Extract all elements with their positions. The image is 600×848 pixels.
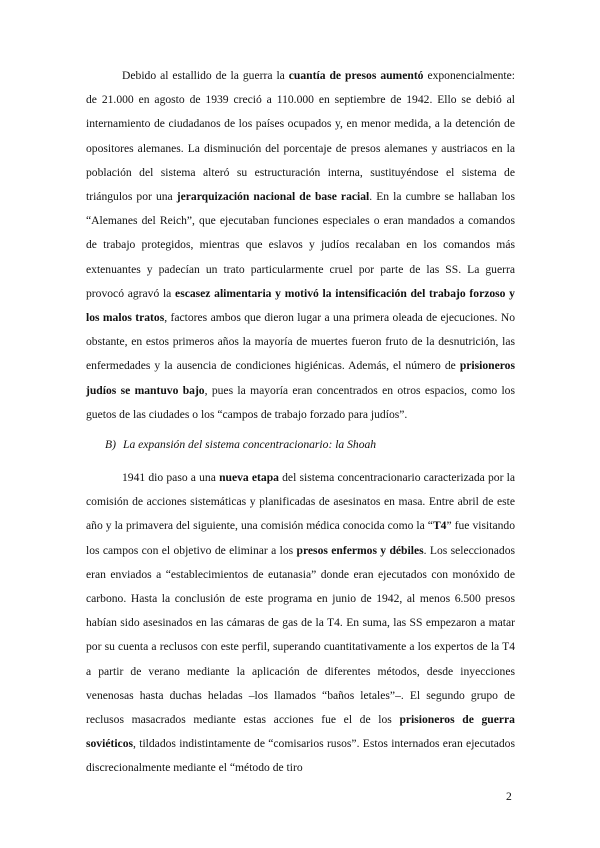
bold-phrase: prisioneros judíos se mantuvo bajo [86, 359, 515, 397]
bold-phrase: escasez alimentaria y motivó la intensificación del trabajo forzoso y los malos tratos [86, 286, 515, 325]
text-run: exponencialmente: de 21.000 en agosto de 1939 creció a 110.000 en septiembre de 1942. Ello se debió al internamiento de ciudadanos de los países ocupados y, en menor medida, a la detención de opositores alemanes. La disminución del porcentaje de presos alemanes y austriacos en la población del sistema alteró su estructuración interna, sustituyéndose el sistema de triángulos por una [86, 69, 516, 204]
text-run: , factores ambos que dieron lugar a una primera oleada de ejecuciones. No obstante, en estos primeros años la mayoría de muertes fueron fruto de la desnutrición, las enfermedades y la ausencia de condiciones higiénicas. Además, el número de [86, 311, 515, 373]
page-number: 2 [506, 790, 512, 803]
text-run: Debido al estallido de la guerra la [122, 69, 289, 82]
bold-phrase: cuantía de presos aumentó [288, 69, 424, 82]
section-title: La expansión del sistema concentracionario: la Shoah [123, 438, 377, 451]
paragraph-1 [86, 64, 515, 427]
text-run: , tildados indistintamente de “comisarios rusos”. Estos internados eran ejecutados discrecionalmente mediante el “método de tiro [86, 737, 515, 775]
section-letter: B) [105, 438, 116, 451]
text-run: del sistema concentracionario caracterizada por la comisión de acciones sistemáticas y planificadas de asesinatos en masa. Entre abril de este año y la primavera del siguiente, una comisión médica conocida como la “ [86, 471, 515, 533]
bold-phrase: nueva etapa [219, 471, 279, 484]
text-run: ” fue visitando los campos con el objetivo de eliminar a los [86, 519, 515, 557]
text-run: 1941 dio paso a una [122, 471, 220, 484]
bold-phrase: prisioneros de guerra soviéticos [86, 713, 515, 751]
paragraph-2 [86, 466, 515, 781]
text-run: . En la cumbre se hallaban los “Alemanes del Reich”, que ejecutaban funciones especiales o eran mandados a comandos de trabajo protegidos, mientras que eslavos y judíos recalaban en los comandos más extenuantes y padecían un trato particularmente cruel por parte de las SS. La guerra provocó agravó la [86, 190, 515, 300]
bold-phrase: T4 [432, 519, 447, 533]
text-run: . Los seleccionados eran enviados a “establecimientos de eutanasia” donde eran ejecutados con monóxido de carbono. Hasta la conclusión de este programa en junio de 1942, al menos 6.500 presos habían sido asesinados en las cámaras de gas de la T4. En suma, las SS empezaron a matar por su cuenta a reclusos con este perfil, superando cuantitativamente a los expertos de la T4 a partir de verano mediante la aplicación de diferentes métodos, desde inyecciones venenosas hasta duchas heladas –los llamados “baños letales”–. El segundo grupo de reclusos masacrados mediante estas acciones fue el de los [86, 543, 515, 727]
bold-phrase: jerarquización nacional de base racial [176, 190, 370, 204]
bold-phrase: presos enfermos y débiles [296, 543, 424, 557]
text-run: , pues la mayoría eran concentrados en otros espacios, como los guetos de las ciudades o los “campos de trabajo forzado para judíos”. [86, 383, 515, 421]
section-heading [105, 438, 376, 451]
